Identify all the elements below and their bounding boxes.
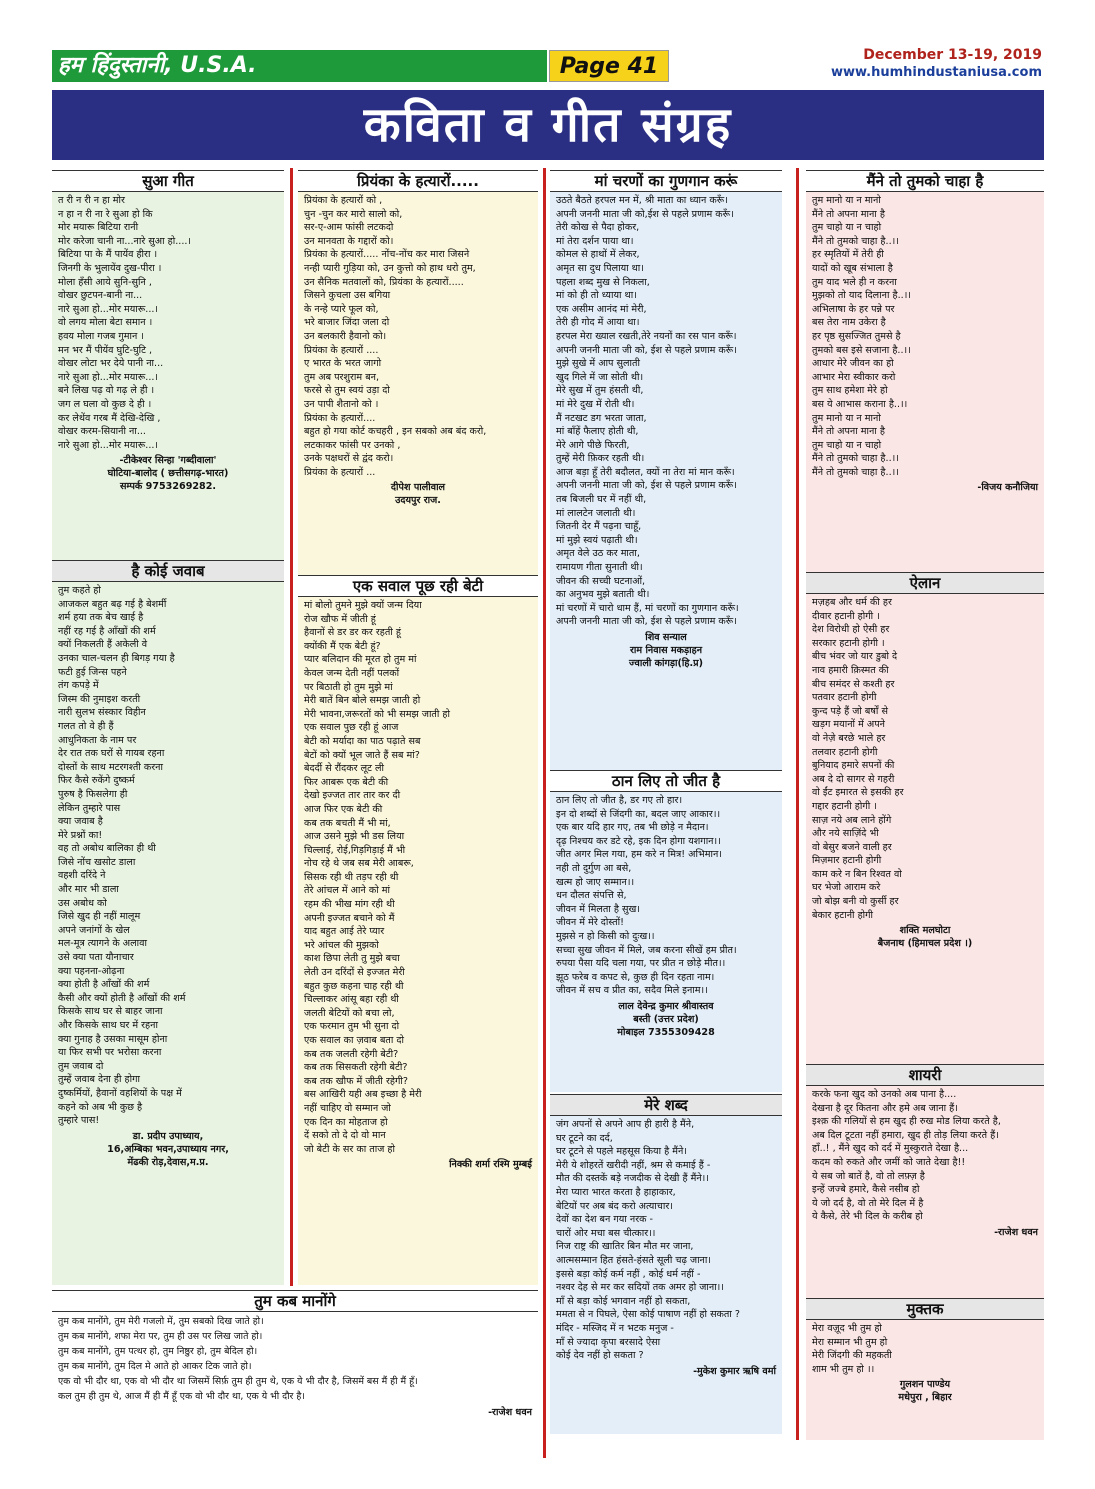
poem-credit: शिव सन्याल राम निवास मकड़ाहन ज्वाली कांगड़ा(हि.प्र) [629,632,703,669]
poem-muktak [806,1298,1044,1440]
poem-koi-jawab [52,560,284,1285]
poem-text: तुम मानो या न मानो मैंने तो अपना माना है तुम चाहो या न चाहो मैंने तो तुमको चाहा है..।। हर स्मृतियों में तेरी ही यादों को खूब संभाला है तुम याद भले ही न करना मुझको तो याद दिलाना है..।। अभिलाषा के हर पन्ने पर बस तेरा नाम उकेरा है हर पृष्ठ सुसज्जित तुमसे है तुमको बस इसे सजाना है..।। आधार मेरे जीवन का हो आभार मेरा स्वीकार करो तुम साथ हमेशा मेरे हो बस ये आभास कराना है..।। तुम मानो या न मानो मैंने तो अपना माना है तुम चाहो या न चाहो मैंने तो तुमको चाहा है..।। मैंने तो तुमको चाहा है..।। [812,195,911,478]
poem-priyanka [298,170,538,575]
poem-elaan [806,572,1044,1064]
issue-date: December 13-19, 2019 [863,47,1042,63]
poem-chaaha-hai [806,170,1044,572]
column-divider [543,168,546,1458]
poem-credit: दीपेश पालीवाल उदयपुर राज. [390,482,446,507]
column-divider [796,168,799,1440]
poem-credit: निक्की शर्मा रश्मि मुम्बई [449,1159,532,1171]
poem-ek-sawal [298,575,538,1285]
poem-kab-manoge [52,1290,538,1440]
page-number: Page 41 [549,50,669,82]
brand-logo: हम हिंदुस्तानी, U.S.A. [52,50,547,82]
poem-text: करके फना खुद को उनको अब पाना है.... देखना है दूर कितना और हमे अब जाना हैं। इश्क़ की गलियों से हम खुद ही रुख मोड लिया करते है, अब दिल टूटता नहीं हमारा, खुद ही तोड़ लिया करते हैं। हाँ..! , मैंने खुद को दर्द में मुस्कुराते देखा है... कदम को रुकते और जमीं को जाते देखा है!! ये सब जो बातें है, वो तो लफ़्ज़ है इन्हें जज्बे हमारे, कैसे नसीब हो ये जो दर्द है, वो तो मेरे दिल में है ये कैसे, तेरे भी दिल के करीब हो [812,1089,1001,1223]
poem-text: उठते बैठते हरपल मन में, श्री माता का ध्यान करूँ। अपनी जननी माता जी को,ईश से पहले प्रणाम करूँ। तेरी कोख से पैदा होकर, मां तेरा दर्शन पाया था। कोमल से हाथों में लेकर, अमृत सा दुध पिलाया था। पहला शब्द मुख से निकला, मां को ही तो ध्याया था। एक असीम आनंद मां मेरी, तेरी ही गोद में आया था। हरपल मेरा ख्याल रखती,तेरे नयनों का रस पान करूँ। अपनी जननी माता जी को, ईश से पहले प्रणाम करूँ। मुझे सुखे में आप सुलाती खुद गिले में जा सोती थी। मेरे सुख में तुम हंसती थी, मां मेरे दुख में रोती थी। मैं नटखट डग भरता जाता, मां बाँहें फैलाए होती थी, मेरे आगे पीछे फिरती, तुम्हें मेरी फ़िकर रहती थी। आज बड़ा हूँ तेरी बदौलत, क्यों ना तेरा मां मान करूँ। अपनी जननी माता जी को, ईश से पहले प्रणाम करूँ। तब बिजली घर में नहीं थी, मां लालटेन जलाती थी। जितनी देर मैं पढ़ना चाहूँ, मां मुझे स्वयं पढ़ाती थी। अमृत वेले उठ कर माता, रामायण गीता सुनाती थी। जीवन की सच्ची घटनाओं, का अनुभव मुझे बताती थी। मां चरणों में चारो धाम हैं, मां चरणों का गुणगान करूँ। अपनी जननी माता जी को, ईश से पहले प्रणाम करूँ। [556,195,739,628]
poem-title: मां चरणों का गुणगान करूं [550,170,782,192]
poem-credit: -टीकेश्वर सिन्हा 'गब्दीवाला' घोटिया-बालोद ( छत्तीसगढ़-भारत) सम्पर्क 9753269282. [107,455,229,493]
poem-title: ठान लिए तो जीत है [550,770,782,792]
poem-title: एक सवाल पूछ रही बेटी [298,575,538,597]
poem-title: शायरी [806,1064,1044,1086]
poem-title: प्रियंका के हत्यारों..... [298,170,538,192]
poem-title: मेरे शब्द [550,1094,782,1116]
poem-credit: -विजय कनौजिया [977,482,1038,494]
poem-credit: -मुकेश कुमार ऋषि वर्मा [693,1365,776,1377]
poem-text: मां बोलो तुमने मुझे क्यों जन्म दिया रोज खौफ में जीती हूं हैवानों से डर डर कर रहती हूं क्योंकी मैं एक बेटी हूं? प्यार बलिदान की मूरत हो तुम मां केवल जन्म देती नहीं पलकों पर बिठाती हो तुम मुझे मां मेरी बातें बिन बोले समझ जाती हो मेरी भावना,जरूरतों को भी समझ जाती हो एक सवाल पुछ रही हूं आज बेटी को मर्यादा का पाठ पढ़ाते सब बेटों को क्यों भूल जाते हैं सब मां? बेदर्दी से रौंदकर लूट ली फिर आबरू एक बेटी की देखो इज्जत तार तार कर दी आज फिर एक बेटी की कब तक बचती मैं भी मां, आज उसने मुझे भी डस लिया चिल्लाई, रोई,गिड़गिड़ाई मैं भी नोच रहे थे जब सब मेरी आबरू, सिसक रही थी तड़प रही थी तेरे आंचल में आने को मां रहम की भीख मांग रही थी अपनी इज्जत बचाने को मैं याद बहुत आई तेरे प्यार भरे आंचल की मुझको काश छिपा लेती तु मुझे बचा लेती उन दरिंदों से इज्जत मेरी बहुत कुछ कहना चाह रही थी चिल्लाकर आंसू बहा रही थी जलती बेटियों को बचा लो, एक फरमान तुम भी सुना दो एक सवाल का ज़वाब बता दो कब तक जलती रहेगी बेटी? कब तक सिसकती रहेगी बेटी? कब तक खौफ में जीती रहेगी? बस आखिरी यही अब इच्छा है मेरी नहीं चाहिए वो सम्मान जो एक दिन का मोहताज हो दें सको तो दे दो वो मान जो बेटी के सर का ताज हो [304,600,451,1155]
poem-text: मेरा वज़ूद भी तुम हो मेरा सम्मान भी तुम हो मेरी जिंदगी की महकती शाम भी तुम हो ।। [812,1323,892,1375]
poem-title: मैंने तो तुमको चाहा है [806,170,1044,192]
poem-credit: शक्ति मलघोटा बैजनाथ (हिमाचल प्रदेश ।) [877,925,973,950]
poem-text: तुम कब मानोंगे, तुम मेरी गजलो में, तुम सबको दिख जाते हो। तुम कब मानोंगे, शफा मेरा पर, तुम ही उस पर लिख जाते हो। तुम कब मानोंगे, तुम पत्थर हो, तुम निष्ठुर हो, तुम बेदिल हो। तुम कब मानोंगे, तुम दिल मे आते हो आकर टिक जाते हो। एक वो भी दौर था, एक वो भी दौर था जिसमें सिर्फ़ तुम ही तुम थे, एक ये भी दौर है, जिसमें बस मैं ही मैं हूँ। कल तुम ही तुम थे, आज मैं ही मैं हूँ एक वो भी दौर था, एक ये भी दौर है। [58,1316,418,1402]
dateline [831,47,1042,81]
poem-thaan-liye [550,770,782,1092]
poem-title: मुक्तक [806,1298,1044,1320]
poem-credit: -राजेश धवन [994,1226,1038,1238]
masthead [52,47,1042,84]
poem-title: है कोई जवाब [52,560,284,582]
poem-mere-shabd [550,1094,782,1434]
poem-shayari [806,1064,1044,1298]
poem-title: सुआ गीत [52,170,284,192]
poem-sua-geet [52,170,284,565]
poem-title: ऐलान [806,572,1044,594]
poem-text: ठान लिए तो जीत है, डर गए तो हार। इन दो शब्दों से जिंदगी का, बदल जाए आकार।। एक बार यदि हार गए, तब भी छोड़े न मैदान। दृढ़ निश्चय कर डटे रहे, इक दिन होगा यशगान।। जीत अगर मिल गया, हम करे न मित्र! अभिमान। नही तो दुर्गुण आ बसे, खत्म हो जाए सम्मान।। धन दौलत संपत्ति से, जीवन में मिलता है सुख। जीवन में मेरे दोस्तों! मुझसे न हो किसी को दुःख।। सच्चा सुख जीवन में मिले, जब करना सीखें हम प्रीत। रुपया पैसा यदि चला गया, पर प्रीत न छोड़े मीत।। झूठ फरेब व कपट से, कुछ ही दिन रहता नाम। जीवन में सच व प्रीत का, सदैव मिले इनाम।। [556,795,737,997]
poem-text: जंग अपनों से अपने आप ही हारी है मैंने, घर टूटने का दर्द, घर टूटने से पहले महसूस किया है मैंने। मेरी ये शोहरतें खरीदी नहीं, श्रम से कमाई हैं - मौत की दस्तकें बड़े नजदीक से देखी हैं मैंने।। मेरा प्यारा भारत करता है हाहाकार, बेटियों पर अब बंद करो अत्याचार। देवों का देश बन गया नरक - चारों ओर मचा बस चीत्कार।। निज राष्ट्र की खातिर बिन मौत मर जाना, आत्मसम्मान हित हंसते-हंसते सूली चढ़ जाना। इससे बड़ा कोई कर्म नहीं , कोई धर्म नहीं - नश्वर देह से मर कर सदियों तक अमर हो जाना।। माँ से बड़ा कोई भगवान नहीं हो सकता, ममता से न पिघले, ऐसा कोई पाषाण नहीं हो सकता ? मंदिर - मस्जिद में न भटक मनुज - माँ से ज्यादा कृपा बरसादे ऐसा कोई देव नहीं हो सकता ? [556,1119,741,1362]
poem-credit: गुलशन पाण्डेय मधेपुरा , बिहार [898,1379,952,1404]
poem-maa-charan [550,170,782,770]
poem-title: तुम कब मानोंगे [52,1290,538,1312]
poem-text: तुम कहते हो आजकल बहुत बढ़ गई है बेशर्मी शर्म हया तक बेच खाई है नहीं रह गई है आँखों की शर्म क्यों निकलती हैं अकेली वे उनका चाल-चलन ही बिगड़ गया है फटी हुई जिन्स पहने तंग कपड़े में जिस्म की नुमाइश करती नारी सुलभ संस्कार विहीन गलत तो वे ही हैं आधुनिकता के नाम पर देर रात तक घरों से गायब रहना दोस्तों के साथ मटरगश्ती करना फिर कैसे रुकेंगे दुष्कर्म पुरुष है फिसलेगा ही लेकिन तुम्हारे पास क्या जवाब है मेरे प्रश्नों का! वह तो अबोध बालिका ही थी जिसे नोंच खसोट डाला वहशी दरिंदे ने और मार भी डाला उस अबोध को जिसे खुद ही नहीं मालूम अपने जनांगों के खेल मल-मूत्र त्यागने के अलावा उसे क्या पता यौनाचार क्या पहनना-ओढ़ना क्या होती है आँखों की शर्म कैसी और क्यों होती है आँखों की शर्म किसके साथ घर से बाहर जाना और किसके साथ घर में रहना क्या गुनाह है उसका मासूम होना या फिर सभी पर भरोसा करना तुम जवाब दो तुम्हें जवाब देना ही होगा दुष्कर्मियों, हैवानों वहशियों के पक्ष में कहने को अब भी कुछ है तुम्हारे पास! [58,585,186,1127]
column-divider [290,168,293,1286]
site-url[interactable]: www.humhindustaniusa.com [830,65,1042,80]
poem-credit: डा. प्रदीप उपाध्याय, 16,अम्बिका भवन,उपाध्याय नगर, मेंढकी रोड़,देवास,म.प्र. [107,1130,229,1168]
section-banner: कविता व गीत संग्रह [52,90,1044,160]
poem-text: प्रियंका के हत्यारों को , चुन -चुन कर मारो सालो को, सर-ए-आम फांसी लटकदो उन मानवता के गद्दारों को। प्रियंका के हत्यारों..... नोंच-नोंच कर मारा जिसने नन्ही प्यारी गुड़िया को, उन कुत्तो को हाथ धरो तुम, उन सैनिक मतवालों को, प्रियंका के हत्यारों..... जिसने कुचला उस बगिया के नन्हे प्यारे फूल को, भरे बाजार जिंदा जला दो उन बलकारी हैवानो को। प्रियंका के हत्यारों .... ए भारत के भरत जागो तुम अब परशुराम बन, फरसे से तुम स्वयं उड़ा दो उन पापी शैतानो को । प्रियंका के हत्यारों.... बहुत हो गया कोर्ट कचहरी , इन सबको अब बंद करो, लटकाकर फांसी पर उनको , उनके पक्षधरों से द्वंद करो। प्रियंका के हत्यारों ... [304,195,487,478]
poem-text: मज़हब और धर्म की हर दीवार हटानी होगी । देश विरोधी हो ऐसी हर सरकार हटानी होगी । बीच भंवर जो यार डुबो दे नाव हमारी क़िस्मत की बीच समंदर से कश्ती हर पतवार हटानी होगी कुन्द पड़े हैं जो बर्षों से खड़ग मयानों में अपने वो नेज़े बरछे भाले हर तलवार हटानी होगी बुनियाद हमारे सपनों की अब दे दो सागर से गहरी वो ईंट इमारत से इसकी हर गद्दार हटानी होगी । साज़ नये अब लाने होंगे और नये साज़िंदे भी वो बेसुर बजने वाली हर मिज़मार हटानी होगी काम करे न बिन रिश्वत वो घर भेजो आराम करे जो बोझ बनी वो कुर्सी हर बेकार हटानी होगी [812,597,904,921]
poem-credit: -राजेश धवन [488,1407,532,1418]
poem-text: त री न री न हा मोर न हा न री ना रे सुआ हो कि मोर मयारू बिटिया रानी मोर करेजा चानी ना...नारे सुआ हो....। बिटिया पा के मैं पायेंव हीरा । जिनगी के भुलायेंव दुख-पीरा । मोला हँसी आये सुनि-सुनि , वोखर छुटपन-बानी ना... नारे सुआ हो...मोर मयारू...। वो लगय मोला बेटा समान । हवय मोला गजब गुमान । मन भर मैं पीयेंव घुटि-घुटि , वोखर लोटा भर देये पानी ना... नारे सुआ हो...मोर मयारू...। बने लिख पढ़ वो गढ़ ले ही । जग ल घला वो कुछ दे ही । कर लेथेंव गरब मैं देखि-देखि , वोखर करम-सियानी ना... नारे सुआ हो...मोर मयारू...। [58,195,192,451]
poem-credit: लाल देवेन्द्र कुमार श्रीवास्तव बस्ती (उत्तर प्रदेश) मोबाइल 7355309428 [617,1000,715,1038]
